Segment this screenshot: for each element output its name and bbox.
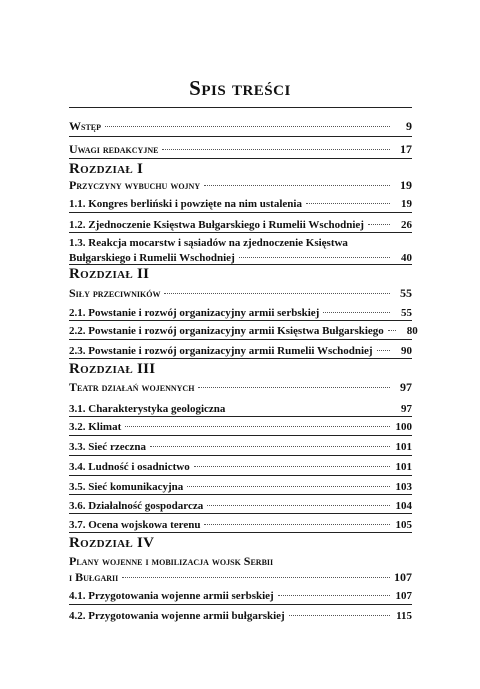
dot-leader	[194, 466, 390, 467]
section-rule	[69, 475, 412, 476]
section-rule	[69, 158, 412, 159]
chapter-title-label: Siły przeciwników	[69, 286, 161, 300]
toc-entry-page: 107	[395, 590, 412, 602]
toc-entry-1-3-line1: 1.3. Reakcja mocarstw i sąsiadów na zjednoczenie Księstwa	[69, 237, 348, 249]
dot-leader	[164, 293, 390, 294]
toc-entry-2-3[interactable]	[69, 344, 412, 358]
section-rule	[69, 455, 412, 456]
dot-leader	[278, 595, 390, 596]
toc-entry-label: Bułgarskiego i Rumelii Wschodniej	[69, 252, 235, 264]
toc-entry-page: 9	[406, 119, 412, 133]
toc-entry-label: 3.2. Klimat	[69, 421, 122, 433]
title-rule	[69, 107, 412, 108]
dot-leader	[125, 426, 390, 427]
toc-entry-2-2[interactable]	[69, 324, 418, 338]
dot-leader	[306, 203, 390, 204]
section-rule	[69, 232, 412, 233]
toc-entry-label: 2.3. Powstanie i rozwój organizacyjny armii Rumelii Wschodniej	[69, 345, 373, 357]
section-rule	[69, 339, 412, 340]
toc-entry-page: 90	[401, 345, 412, 357]
toc-entry-page: 97	[401, 403, 412, 415]
toc-entry-page: 19	[401, 198, 412, 210]
toc-entry-page: 115	[396, 610, 412, 622]
toc-entry-3-3[interactable]	[69, 440, 412, 454]
toc-entry-page: 101	[395, 441, 412, 453]
dot-leader	[207, 505, 390, 506]
toc-entry-label: 4.2. Przygotowania wojenne armii bułgarskiej	[69, 610, 285, 622]
toc-entry-page: 55	[401, 307, 412, 319]
section-rule	[69, 494, 412, 495]
dot-leader	[229, 408, 390, 409]
dot-leader	[105, 126, 390, 127]
chapter-title-label: Przyczyny wybuchu wojny	[69, 178, 201, 192]
section-rule	[69, 358, 412, 359]
chapter-title-label: Teatr działań wojennych	[69, 380, 195, 394]
toc-entry-page: 80	[406, 325, 418, 337]
toc-entry-label: 3.3. Sieć rzeczna	[69, 441, 146, 453]
toc-entry-3-2[interactable]	[69, 420, 412, 434]
dot-leader	[388, 330, 396, 331]
toc-entry-page: 104	[395, 500, 412, 512]
toc-entry-2-1[interactable]	[69, 306, 412, 320]
chapter-heading-1: Rozdział I	[69, 161, 144, 177]
page-title: Spis treści	[189, 76, 291, 100]
toc-entry-3-1[interactable]	[69, 402, 412, 416]
dot-leader	[150, 446, 390, 447]
toc-entry-label: 3.5. Sieć komunikacyjna	[69, 481, 184, 493]
toc-entry-page: 101	[395, 461, 412, 473]
toc-entry-label: 2.1. Powstanie i rozwój organizacyjny armii serbskiej	[69, 307, 320, 319]
toc-entry-page: 103	[395, 481, 412, 493]
toc-entry-label: 1.2. Zjednoczenie Księstwa Bułgarskiego i Rumelii Wschodniej	[69, 219, 364, 231]
toc-entry-page: 17	[400, 142, 412, 156]
toc-entry-4-2[interactable]	[69, 609, 412, 623]
chapter-title-label: i Bułgarii	[69, 570, 119, 584]
chapter-title-4-line1: Plany wojenne i mobilizacja wojsk Serbii	[69, 554, 274, 568]
toc-entry-page: 55	[400, 286, 412, 300]
dot-leader	[323, 312, 390, 313]
toc-entry-page: 100	[395, 421, 412, 433]
toc-entry-page: 26	[401, 219, 412, 231]
toc-entry-label: 3.6. Działalność gospodarcza	[69, 500, 204, 512]
toc-entry-1-3[interactable]	[69, 251, 412, 265]
dot-leader	[122, 577, 390, 578]
toc-entry-page: 19	[400, 178, 412, 192]
toc-entry-label: 3.7. Ocena wojskowa terenu	[69, 519, 201, 531]
dot-leader	[204, 524, 390, 525]
section-rule	[69, 435, 412, 436]
toc-entry-label: 3.1. Charakterystyka geologiczna	[69, 403, 226, 415]
dot-leader	[187, 486, 390, 487]
dot-leader	[239, 257, 390, 258]
dot-leader	[198, 387, 390, 388]
section-rule	[69, 136, 412, 137]
dot-leader	[289, 615, 390, 616]
toc-entry-label: 1.1. Kongres berliński i powzięte na nim ustalenia	[69, 198, 302, 210]
dot-leader	[204, 185, 390, 186]
toc-entry-4-1[interactable]	[69, 589, 412, 603]
chapter-heading-2: Rozdział II	[69, 266, 150, 282]
toc-entry-1-2[interactable]	[69, 218, 412, 232]
section-rule	[69, 513, 412, 514]
toc-entry-1-1[interactable]	[69, 197, 412, 211]
section-rule	[69, 264, 412, 265]
toc-entry-label: 4.1. Przygotowania wojenne armii serbskiej	[69, 590, 274, 602]
toc-entry-label: Uwagi redakcyjne	[69, 142, 159, 156]
section-rule	[69, 416, 412, 417]
chapter-title-4[interactable]	[69, 570, 412, 584]
toc-entry-3-4[interactable]	[69, 460, 412, 474]
section-rule	[69, 212, 412, 213]
toc-entry-uwagi[interactable]	[69, 142, 412, 156]
toc-entry-3-6[interactable]	[69, 499, 412, 513]
chapter-title-3[interactable]	[69, 380, 412, 394]
toc-entry-page: 105	[395, 519, 412, 531]
dot-leader	[368, 224, 390, 225]
section-rule	[69, 604, 412, 605]
chapter-title-1[interactable]	[69, 178, 412, 192]
section-rule	[69, 532, 412, 533]
toc-entry-label: 3.4. Ludność i osadnictwo	[69, 461, 190, 473]
chapter-title-2[interactable]	[69, 286, 412, 300]
dot-leader	[162, 149, 390, 150]
toc-entry-3-5[interactable]	[69, 480, 412, 494]
toc-entry-label: Wstęp	[69, 119, 102, 133]
toc-entry-label: 2.2. Powstanie i rozwój organizacyjny armii Księstwa Bułgarskiego	[69, 325, 384, 337]
toc-entry-page: 107	[394, 570, 412, 584]
toc-entry-3-7[interactable]	[69, 518, 412, 532]
toc-entry-wstep[interactable]	[69, 119, 412, 133]
chapter-heading-4: Rozdział IV	[69, 535, 155, 551]
toc-entry-page: 40	[401, 252, 412, 264]
section-rule	[69, 320, 412, 321]
dot-leader	[377, 350, 390, 351]
chapter-heading-3: Rozdział III	[69, 361, 156, 377]
toc-entry-page: 97	[400, 380, 412, 394]
